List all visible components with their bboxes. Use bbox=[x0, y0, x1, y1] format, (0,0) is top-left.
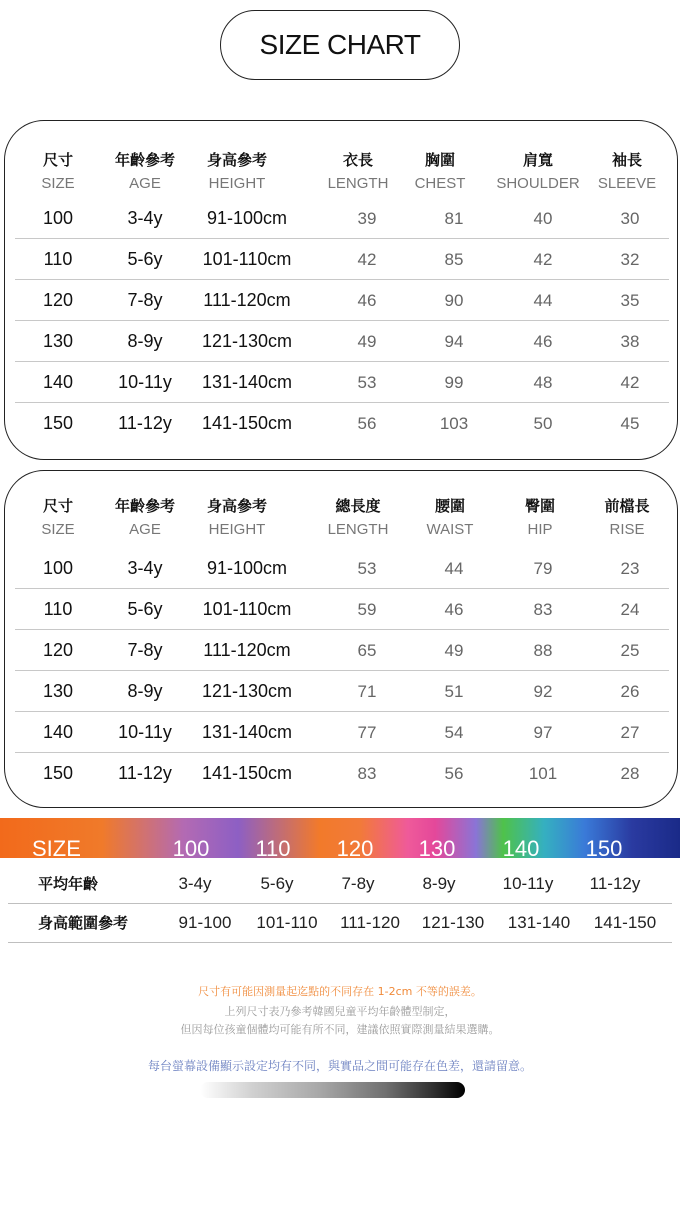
waist-cell: 46 bbox=[444, 600, 464, 619]
hip-cell: 83 bbox=[533, 600, 553, 619]
length-cell: 59 bbox=[357, 600, 377, 619]
summary-height-cell: 131-140 bbox=[507, 913, 571, 932]
table-row bbox=[15, 321, 669, 362]
summary-height-label: 身高範圍參考 bbox=[38, 914, 129, 932]
age-cell: 7-8y bbox=[127, 290, 163, 310]
summary-size-130: 130 bbox=[418, 836, 456, 861]
size-cell: 100 bbox=[42, 558, 74, 578]
age-cell: 5-6y bbox=[127, 249, 163, 269]
header-length: 總長度 LENGTH bbox=[327, 497, 389, 538]
sleeve-cell: 30 bbox=[620, 209, 640, 228]
tops-table-header bbox=[5, 121, 679, 201]
summary-height-cell: 101-110 bbox=[256, 913, 318, 932]
rise-cell: 26 bbox=[620, 682, 640, 701]
header-height: 身高參考 HEIGHT bbox=[206, 497, 267, 538]
height-cell: 131-140cm bbox=[201, 722, 293, 742]
tops-size-table bbox=[4, 120, 678, 460]
table-row bbox=[15, 548, 669, 589]
summary-height-row bbox=[8, 903, 672, 943]
header-length: 衣長 LENGTH bbox=[327, 151, 389, 192]
length-cell: 53 bbox=[357, 373, 377, 392]
waist-cell: 56 bbox=[444, 764, 464, 783]
length-cell: 42 bbox=[357, 250, 377, 269]
height-cell: 111-120cm bbox=[203, 640, 291, 660]
header-sleeve: 袖長 SLEEVE bbox=[597, 151, 657, 192]
summary-size-120: 120 bbox=[336, 836, 374, 861]
sleeve-cell: 35 bbox=[620, 291, 640, 310]
waist-cell: 54 bbox=[444, 723, 464, 742]
age-cell: 10-11y bbox=[118, 372, 172, 392]
waist-cell: 51 bbox=[444, 682, 464, 701]
summary-age-cell: 7-8y bbox=[341, 874, 375, 893]
summary-size-140: 140 bbox=[502, 836, 540, 861]
reference-note: 上列尺寸表乃參考韓國兒童平均年齡體型制定， bbox=[224, 1005, 456, 1018]
size-cell: 120 bbox=[42, 290, 74, 310]
summary-height-cell: 111-120 bbox=[340, 913, 400, 932]
table-row bbox=[15, 362, 669, 403]
waist-cell: 49 bbox=[444, 641, 464, 660]
age-cell: 3-4y bbox=[127, 558, 163, 578]
height-cell: 121-130cm bbox=[201, 331, 293, 351]
table-row bbox=[15, 753, 669, 794]
header-size: 尺寸 SIZE bbox=[41, 497, 75, 538]
table-row bbox=[15, 280, 669, 321]
rise-cell: 25 bbox=[620, 641, 640, 660]
summary-size-label: SIZE bbox=[32, 836, 81, 861]
table-row bbox=[15, 403, 669, 444]
age-cell: 3-4y bbox=[127, 208, 163, 228]
length-cell: 56 bbox=[357, 414, 377, 433]
fit-advice-note: 但因每位孩童個體均可能有所不同，建議依照實際測量結果選購。 bbox=[180, 1023, 500, 1036]
age-cell: 5-6y bbox=[127, 599, 163, 619]
summary-size-150: 150 bbox=[585, 836, 623, 861]
sleeve-cell: 38 bbox=[620, 332, 640, 351]
rise-cell: 27 bbox=[620, 723, 640, 742]
height-cell: 141-150cm bbox=[201, 413, 293, 433]
grayscale-gradient-bar bbox=[200, 1082, 465, 1098]
header-age: 年齡參考 AGE bbox=[114, 497, 175, 538]
table-row bbox=[15, 630, 669, 671]
table-row bbox=[15, 589, 669, 630]
length-cell: 71 bbox=[357, 682, 377, 701]
height-cell: 131-140cm bbox=[201, 372, 293, 392]
size-cell: 100 bbox=[42, 208, 74, 228]
length-cell: 83 bbox=[357, 764, 377, 783]
sleeve-cell: 45 bbox=[620, 414, 640, 433]
age-cell: 11-12y bbox=[118, 763, 172, 783]
header-age: 年齡參考 AGE bbox=[114, 151, 175, 192]
hip-cell: 92 bbox=[533, 682, 553, 701]
height-cell: 101-110cm bbox=[202, 599, 292, 619]
table-row bbox=[15, 712, 669, 753]
height-cell: 121-130cm bbox=[201, 681, 293, 701]
summary-height-cell: 121-130 bbox=[421, 913, 485, 932]
header-hip: 臀圍 HIP bbox=[524, 497, 555, 538]
waist-cell: 44 bbox=[444, 559, 464, 578]
pants-size-table bbox=[4, 470, 678, 808]
size-cell: 120 bbox=[42, 640, 74, 660]
size-cell: 110 bbox=[43, 599, 73, 619]
header-waist: 腰圍 WAIST bbox=[426, 497, 474, 538]
summary-age-cell: 3-4y bbox=[178, 874, 212, 893]
chest-cell: 103 bbox=[439, 414, 469, 433]
hip-cell: 79 bbox=[533, 559, 553, 578]
summary-size-110: 110 bbox=[255, 836, 291, 861]
rise-cell: 24 bbox=[620, 600, 640, 619]
summary-age-cell: 5-6y bbox=[260, 874, 294, 893]
summary-age-cell: 10-11y bbox=[502, 874, 554, 893]
shoulder-cell: 46 bbox=[533, 332, 553, 351]
table-row bbox=[15, 198, 669, 239]
age-cell: 8-9y bbox=[127, 331, 163, 351]
pants-table-header bbox=[5, 471, 679, 551]
header-size: 尺寸 SIZE bbox=[41, 151, 75, 192]
sleeve-cell: 42 bbox=[620, 373, 640, 392]
shoulder-cell: 42 bbox=[533, 250, 553, 269]
size-cell: 150 bbox=[42, 763, 74, 783]
length-cell: 77 bbox=[357, 723, 377, 742]
size-cell: 150 bbox=[42, 413, 74, 433]
header-chest: 胸圍 CHEST bbox=[414, 151, 466, 192]
height-cell: 141-150cm bbox=[201, 763, 293, 783]
chest-cell: 99 bbox=[444, 373, 464, 392]
shoulder-cell: 40 bbox=[533, 209, 553, 228]
hip-cell: 97 bbox=[533, 723, 553, 742]
measurement-error-note: 尺寸有可能因測量起迄點的不同存在 1-2cm 不等的誤差。 bbox=[198, 985, 482, 998]
table-row bbox=[15, 671, 669, 712]
height-cell: 91-100cm bbox=[206, 558, 288, 578]
summary-height-cell: 91-100 bbox=[178, 913, 232, 932]
size-cell: 130 bbox=[42, 681, 74, 701]
shoulder-cell: 48 bbox=[533, 373, 553, 392]
color-difference-note: 每台螢幕設備顯示設定均有不同，與實品之間可能存在色差，還請留意。 bbox=[147, 1059, 532, 1073]
shoulder-cell: 44 bbox=[533, 291, 553, 310]
summary-age-cell: 11-12y bbox=[589, 874, 641, 893]
size-cell: 110 bbox=[43, 249, 73, 269]
length-cell: 39 bbox=[357, 209, 377, 228]
age-cell: 10-11y bbox=[118, 722, 172, 742]
length-cell: 46 bbox=[357, 291, 377, 310]
rise-cell: 23 bbox=[620, 559, 640, 578]
summary-age-row bbox=[8, 864, 672, 904]
height-cell: 101-110cm bbox=[202, 249, 292, 269]
hip-cell: 101 bbox=[528, 764, 558, 783]
length-cell: 53 bbox=[357, 559, 377, 578]
chest-cell: 85 bbox=[444, 250, 464, 269]
hip-cell: 88 bbox=[533, 641, 553, 660]
chest-cell: 94 bbox=[444, 332, 464, 351]
chest-cell: 90 bbox=[444, 291, 464, 310]
size-cell: 140 bbox=[42, 722, 74, 742]
summary-height-cell: 141-150 bbox=[593, 913, 657, 932]
age-cell: 11-12y bbox=[118, 413, 172, 433]
shoulder-cell: 50 bbox=[533, 414, 553, 433]
summary-age-label: 平均年齡 bbox=[38, 875, 99, 893]
length-cell: 65 bbox=[357, 641, 377, 660]
header-rise: 前檔長 RISE bbox=[604, 497, 650, 538]
height-cell: 91-100cm bbox=[206, 208, 288, 228]
summary-size-100: 100 bbox=[172, 836, 210, 861]
height-cell: 111-120cm bbox=[203, 290, 291, 310]
rise-cell: 28 bbox=[620, 764, 640, 783]
size-cell: 140 bbox=[42, 372, 74, 392]
age-cell: 8-9y bbox=[127, 681, 163, 701]
summary-age-cell: 8-9y bbox=[422, 874, 456, 893]
size-cell: 130 bbox=[42, 331, 74, 351]
header-height: 身高參考 HEIGHT bbox=[206, 151, 267, 192]
length-cell: 49 bbox=[357, 332, 377, 351]
age-cell: 7-8y bbox=[127, 640, 163, 660]
chest-cell: 81 bbox=[444, 209, 464, 228]
header-shoulder: 肩寬 SHOULDER bbox=[496, 151, 580, 192]
table-row bbox=[15, 239, 669, 280]
size-chart-title: SIZE CHART bbox=[220, 10, 460, 80]
sleeve-cell: 32 bbox=[620, 250, 640, 269]
